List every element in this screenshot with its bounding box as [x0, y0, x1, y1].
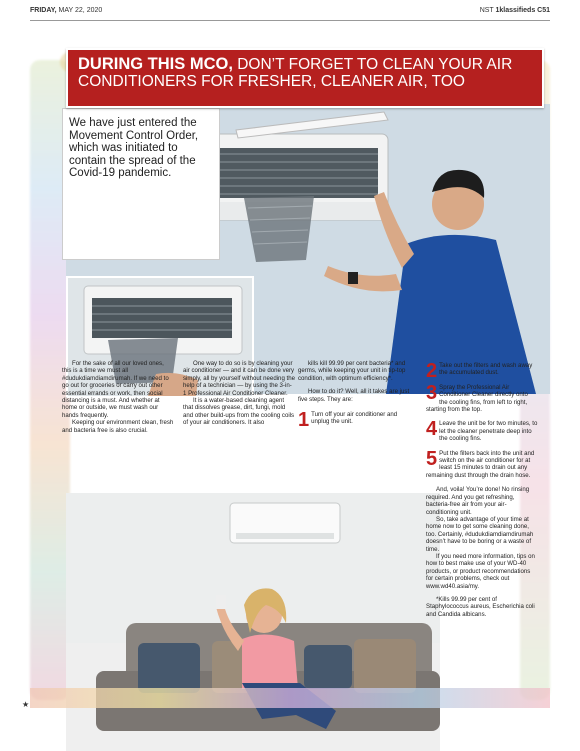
step-number: 4 [426, 418, 438, 441]
step-text: Spray the Professional Air Conditioner Cleaner directly onto the cooling fins, from left to right, starting from the top. [426, 383, 528, 414]
headline-line-1-rest: DON’T FORGET TO CLEAN YOUR AIR [232, 56, 513, 73]
step-1 [298, 409, 410, 432]
headline-line-2: CONDITIONERS FOR FRESHER, CLEANER AIR, TOO [78, 73, 465, 90]
step-text: Put the filters back into the unit and switch on the air conditioner for at least 15 minutes to drain out any remaining dust through the drain hose. [426, 449, 535, 479]
room-illustration [66, 493, 440, 751]
column-1 [62, 360, 174, 434]
folio-section-name: 1klassifieds C51 [495, 7, 550, 14]
step-number: 2 [426, 360, 438, 382]
step-4 [426, 420, 538, 442]
intro-text: We have just entered the Movement Control Order, which was initiated to contain the spread of the Covid-19 pandemic. [62, 108, 220, 260]
folio-date [30, 7, 102, 14]
folio-date-text: MAY 22, 2020 [58, 7, 103, 14]
column-2 [183, 360, 295, 427]
col1-paragraph: For the sake of all our loved ones, this is a time we must all #dudukdiamdiamdirumah. If we need to go out for groceries or carry out other essential errands or work, then social distancing is a must. And whether at home or outside, we must wash our hands frequently. [62, 360, 169, 419]
step-number: 3 [426, 381, 438, 404]
living-room-photo [66, 493, 440, 751]
step-number: 1 [298, 409, 310, 432]
column-4 [426, 362, 538, 618]
folio-section [480, 7, 550, 14]
step-text: Take out the filters and wash away the accumulated dust. [439, 362, 533, 377]
step-2 [426, 360, 538, 382]
step-5 [426, 447, 538, 480]
col1-paragraph: Keeping our environment clean, fresh and bacteria free is also crucial. [62, 419, 174, 434]
col4-paragraph: So, take advantage of your time at home now to get some cleaning done, too. Certainly, #dudukdiamdiamdirumah doesn’t have to be boring or a waste of time. [426, 515, 534, 553]
col4-paragraph: And, voila! You’re done! No rinsing required. And you get refreshing, bacteria-free air from your air-conditioning unit. [426, 486, 530, 516]
folio-rule [30, 20, 550, 21]
col3-paragraph: How to do it? Well, all it takes are just five steps. They are: [298, 388, 410, 403]
col2-paragraph: It is a water-based cleaning agent that dissolves grease, dirt, fungi, mold and other build-ups from the cooling coils of your air conditioners. It also [183, 397, 295, 427]
step-text: Leave the unit be for two minutes, to let the cleaner penetrate deep into the cooling fins. [439, 420, 538, 443]
page-marker: ★ [22, 700, 30, 709]
col4-paragraph: If you need more information, tips on how to best make use of your WD-40 products, or product recommendations for certain problems, check out www.wd40.asia/my. [426, 552, 535, 590]
headline-line-1 [78, 56, 532, 73]
watercolor-wash-bottom [30, 688, 550, 708]
page-folio [30, 7, 550, 19]
folio-day: FRIDAY, [30, 7, 57, 14]
col3-paragraph: kills kill 99.99 per cent bacteria* and germs, while keeping your unit in tip-top condition, with optimum efficiency*. [298, 360, 406, 382]
step-3 [426, 381, 538, 414]
step-number: 5 [426, 447, 438, 470]
headline-bold: DURING THIS MCO, [78, 55, 233, 73]
column-3 [298, 360, 410, 433]
col2-paragraph: One way to do so is by cleaning your air conditioner — and it can be done very simply, all by yourself without needing the help of a technician — by using the 3-in-1 Professional Air Conditioner Cleaner. [183, 360, 296, 397]
step-text: Turn off your air conditioner and unplug the unit. [311, 411, 398, 426]
footnote: *Kills 99.99 per cent of Staphylococcus aureus, Escherichia coli and Candida albicans. [426, 595, 535, 618]
headline-banner [66, 48, 544, 108]
folio-section-prefix: NST [479, 7, 496, 14]
